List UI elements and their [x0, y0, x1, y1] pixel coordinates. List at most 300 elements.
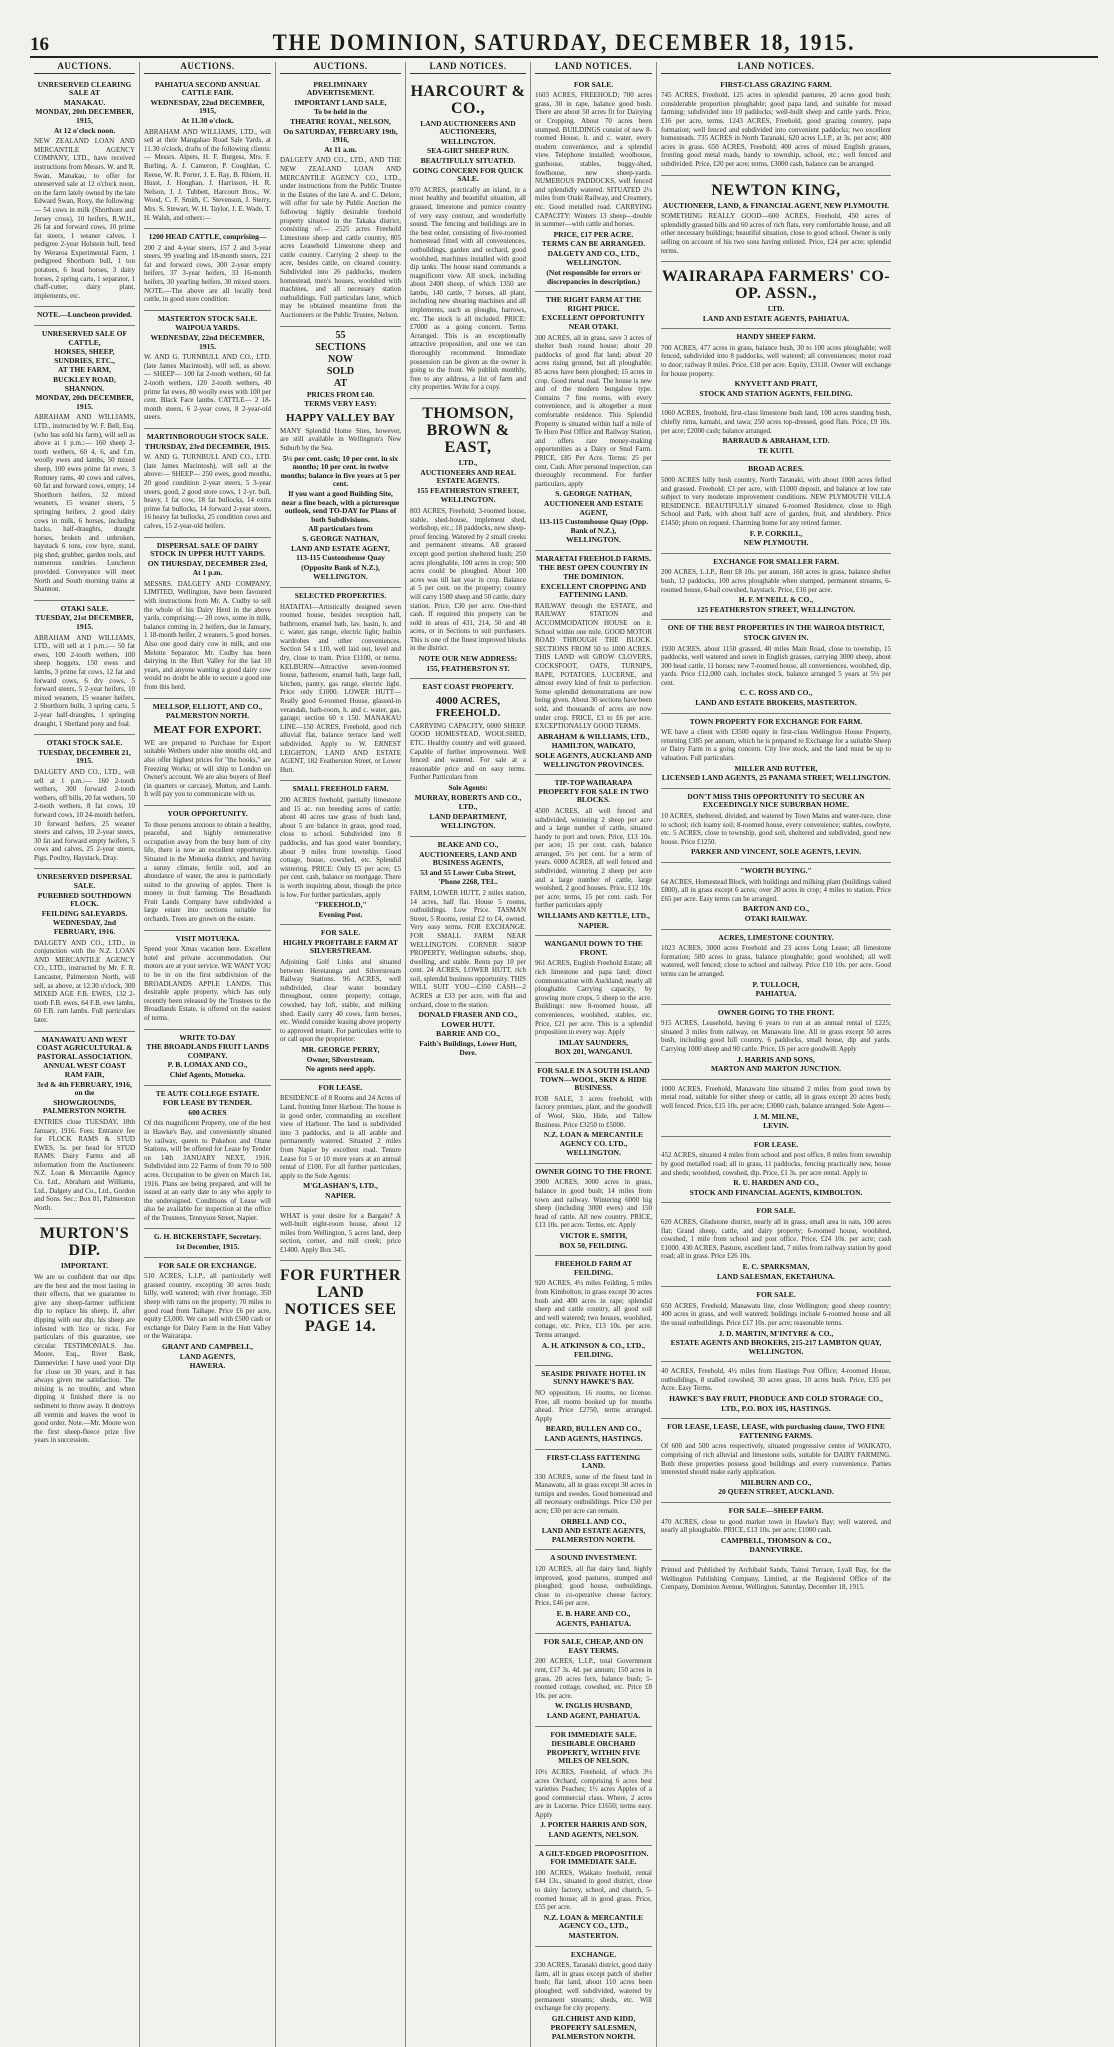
ad-heading-line: 1st December, 1915.: [175, 1242, 240, 1252]
ad-signature-line: LICENSED LAND AGENTS, 25 PANAMA STREET, WELLINGTON.: [661, 773, 891, 783]
ad-signature-line: LAND AND ESTATE AGENTS, PALMERSTON NORTH.: [541, 1526, 646, 1544]
advertisement: [535, 1846, 652, 1947]
ad-heading-line: MONDAY, 20th DECEMBER, 1915.: [35, 393, 134, 411]
ad-signature-line: 125 FEATHERSTON STREET, WELLINGTON.: [696, 604, 856, 614]
ad-signature-line: P. TULLOCH,: [752, 979, 800, 989]
ad-signature-line: MILBURN AND CO.,: [740, 1477, 812, 1487]
ad-heading-line: WELLINGTON.: [440, 136, 496, 146]
advertisement: [535, 1947, 652, 2047]
ad-heading-line: UNRESERVED CLEARING SALE AT: [37, 79, 132, 98]
ad-signature-line: WELLINGTON.: [440, 821, 496, 831]
advertisement: [661, 1137, 891, 1204]
ad-heading-line: HORSES, SHEEP, SUNDRIES, ETC.,: [54, 347, 115, 365]
ad-display-heading: WAIRARAPA FARMERS' CO-OP. ASSN.,: [661, 268, 891, 303]
ad-body-text: We are so confident that our dips are the best and the most lasting in their effects, that we guarantee to give any sheep-farmer sufficient dip to replace his sheep, if, after dipping with our dip, his sheep are infested with lice or ticks. For particulars of this guarantee, see circular. TESTIMONIALS. Jno. Moore, Esq., River Bank, Dannevirke: I have used your Dip for close on 30 years, and it has always given me satisfaction. The mixing is no trouble, and when dipping it finished there is no sediment to throw away. It destroys all vermin and leaves the wool in good order. Note.—Mr. Moore won the first sheep-fleece prize five years in succession.: [34, 1273, 135, 1445]
ad-signature-line: J. D. MARTIN, M'INTYRE & CO.,: [718, 1328, 834, 1338]
ad-heading-line: FOR SALE.: [756, 1206, 796, 1216]
ad-signature-line: TERMS CAN BE ARRANGED.: [541, 239, 646, 249]
ad-body-text: ABRAHAM AND WILLIAMS, LTD., instructed by W. F. Bell, Esq. (who has sold his farm), will sell as above at 1 p.m.:— 160 sheep 2-tooth wethers, 60 4, 6, and f.m. woolly ewes and lambs, 50 mixed sheep, 100 ewes prime fat ewes, 3 Romney rams, 40 cows and calves, 60 fat and forward cows, empty, 14 Shorthorn heifers, 32 mixed weaners, 15 weaner steers, 5 springing heifers, 2 good dairy cows in milk, 6 horses, including hacks, half-draughts, draught horses, broken and unbroken, haystack 6 tons, cow byre, stand, pig shed, grubber, garden tools, and numerous sundries. Luncheon provided. Conveyance will meet North and South morning trains at Shannon.: [34, 413, 135, 594]
ad-body-text: RESIDENCE of 8 Rooms and 24 Acres of Land, fronting Inner Harbour. The house is in good order, commanding an excellent view of Harbour. The land is subdivided into 3 paddocks, and is all arable and permanently watered. Situated 2 miles from Napier by excellent road. Tenure Lease for 5 or 10 more years at an annual rental of £100. For all further particulars, apply to the Sole Agents:: [280, 1094, 401, 1180]
ad-heading-line: OWNER GOING TO THE FRONT.: [535, 1166, 652, 1176]
advertisement: [280, 781, 401, 925]
advertisement: [661, 404, 891, 461]
ad-body-text: 300 ACRES, all in grass, save 3 acres of shelter bush round house; about 20 paddocks of good flat land; about 20 acres rising ground, but all ploughable; 85 acres have been ploughed; 15 acres in crop. Good metal road. The house is new and of the modern bungalow type. Contains 7 fine rooms, with every convenience, and is altogether a most comfortable residence. This Splendid Property is situated within half a mile of Te Horo Post Office and Railway Station, and offers rare money-making opportunities as a Dairy or Stud Farm. PRICE, £85 Per Acre. Terms: 25 per cent. Cash. After personal inspection, can thoroughly recommend. For further particulars, apply: [535, 333, 652, 488]
ad-body-text: 330 ACRES, some of the finest land in Manawatu, all in grass except 30 acres in turnips and swedes. Good homestead and all necessary outbuildings. Price £50 per acre; £30 per acre can remain.: [535, 1472, 652, 1516]
ad-heading-line: FOR LEASE.: [753, 1139, 799, 1149]
ad-signature-line: OTAKI RAILWAY.: [744, 913, 808, 923]
ad-signature-line: (Not responsible for errors or discrepancies in description.): [546, 268, 641, 286]
ad-heading-line: To be held in the: [313, 107, 368, 117]
ad-body-text: 200 ACRES, L.I.P., total Government rent, £17 3s. 4d. per annum; 150 acres in grass, 20 acres fern, balance bush; 5-roomed cottage, cowshed, etc. Price £8 10s. per acre.: [535, 1657, 652, 1700]
advertisement: [535, 1164, 652, 1256]
column-heading: LAND NOTICES.: [661, 62, 891, 74]
ad-heading-line: FOR SALE.: [320, 928, 361, 938]
ad-heading-line: 53 and 55 Lower Cuba Street,: [420, 867, 516, 877]
ad-body-text: CARRYING CAPACITY, 6000 SHEEP. GOOD HOMESTEAD, WOOLSHED, ETC. Healthy country and well grassed. Capable of further improvement. Well fenced and watered. For sale at a reasonable price and on easy terms. Further Particulars from: [410, 721, 526, 782]
advertisement: [535, 77, 652, 293]
ad-body-text: 920 ACRES, 4½ miles Feilding, 5 miles from Kimbolton; in grass except 30 acres bush and 400 acres in rape; splendid sheep and cattle country, all good soil and well watered; two houses, woolshed, cottage, etc. Price, £13 10s. per acre. Terms arranged.: [535, 1279, 652, 1339]
advertisement: [280, 925, 401, 1080]
ad-body-text: MANY Splendid Home Sites, however, are still available in Wellington's New Suburb by the Sea.: [280, 426, 401, 452]
ad-signature-line: "FREEHOLD,": [314, 900, 367, 910]
ad-heading-line: AT THE FARM,: [58, 365, 111, 375]
ad-signature-line: WELLINGTON.: [566, 535, 621, 545]
ad-signature-line: A. H. ATKINSON & CO., LTD.,: [541, 1340, 646, 1350]
ad-subheading: 4000 ACRES, FREEHOLD.: [435, 694, 501, 719]
ad-signature-line: STOCK AND FINANCIAL AGENTS, KIMBOLTON.: [689, 1187, 863, 1197]
ad-heading-line: STOCK GIVEN IN.: [743, 632, 809, 642]
ad-heading-line: LTD.,: [458, 458, 478, 467]
ad-heading-line: At 11.30 o'clock.: [181, 115, 234, 125]
ad-heading-line: NOTE.—Luncheon provided.: [36, 310, 133, 320]
advertisement: [535, 1450, 652, 1551]
ad-body-text: 961 ACRES, English Freehold Estate; all rich limestone and papa land; direct communication with Auckland; nearly all ploughable. Carrying capacity, by growing more crops, 5 sheep to the acre. Buildings: new 8-roomed house, all conveniences, woolshed, stables, etc. Price, £21 per acre. This is a splendid proposition in every way. Apply: [535, 959, 652, 1037]
ad-signature-line: WELLINGTON.: [566, 1148, 621, 1158]
ad-signature-line: W. INGLIS HUSBAND,: [554, 1701, 633, 1711]
sales-banner-line: NOW: [328, 353, 353, 365]
advertisement: [144, 429, 271, 538]
ad-heading-line: PRELIMINARY ADVERTISEMENT.: [306, 79, 375, 98]
ad-heading-line: HIGHLY PROFITABLE FARM AT SILVERSTREAM.: [282, 937, 399, 956]
ad-heading-line: MANAKAU.: [63, 97, 106, 107]
ad-display-heading: HARCOURT & CO.,: [410, 82, 526, 117]
ad-body-text: NEW ZEALAND LOAN AND MERCANTILE AGENCY COMPANY, LTD., have received instructions from Messrs. W. and R. Swan, Manakau, to offer for unreserved sale at 12 o'clock noon, on the farm lately owned by the late Edward Swan, Roxy, the following:— 54 cows in milk (Shorthorn and Jersey cross), 10 heifers, R.W.H., 26 fat and forward cows, 10 prime fat steers, 1 weaner calves, 1 pedigree 2-year Holstein bull, bred by Weraroa Experimental Farm, 1 pedigreed Shorthorn bull, 1 ton potatoes, 6 head horses, 3 dairy horses, 2 spring carts, 1 separator, 1 chaff-cutter, dairy plant, implements, etc.: [34, 137, 135, 300]
advertisement: [410, 679, 526, 837]
ad-heading-line: MANAWATU AND WEST COAST AGRICULTURAL & PASTORAL ASSOCIATION.: [36, 1034, 133, 1061]
ad-heading-line: EXCHANGE FOR SMALLER FARM.: [713, 556, 839, 566]
ad-body-text: 1930 ACRES, about 1150 grassed, 40 miles Main Road, close to township, 15 paddocks, well watered and sown in English grasses, carrying 3000 sheep, about 300 head cattle, 11 horses; new 7-roomed house, all conveniences, woolshed, dip, yards. Price £12,000 cash, includes stock, balance arranged 5 years at 5½ per cent.: [661, 644, 891, 687]
advertisement: [34, 77, 135, 308]
ad-body-text: 10 ACRES, sheltered, divided, and watered by Town Mains and water-race, close to school; rich loamy soil; 8-roomed house, every convenience; stables, cowbyre, etc. 5 ACRES, close to township, good soil, sheltered and subdivided, good new house. Price £1250.: [661, 812, 891, 846]
ad-signature-line: Sole Agents:: [448, 783, 488, 792]
ad-heading-line: SEA-GIRT SHEEP RUN.: [427, 146, 509, 156]
ad-heading-line: TOWN PROPERTY FOR EXCHANGE FOR FARM.: [689, 716, 863, 726]
ad-body-text: 1060 ACRES, freehold, first-class limestone bush land, 100 acres standing bush, chiefly rimu, kamahi, and tawa; 250 acres top-dressed, good flats. Price, £9 10s. per acre; £2000 cash; balance arranged.: [661, 409, 891, 435]
ad-heading-line: At 12 o'clock noon.: [53, 125, 116, 135]
ad-heading-line: FOR SALE.: [756, 1290, 796, 1300]
ad-heading-line: SELECTED PROPERTIES.: [294, 590, 387, 600]
ad-signature-line: NEW PLYMOUTH.: [743, 538, 809, 548]
ad-body-text: DALGETY AND CO., LTD., in conjunction with the N.Z. LOAN AND MERCANTILE AGENCY CO., LTD., instructed by Mr. F. R. Lancaster, Palmerston North, will sell, as above, at 12.30 o'clock, 300 MIXED AGE F.B. EWES, 132 2-tooth F.B. ewes, 64 F.B. ewe lambs, 60 F.B. ram lambs. Full particulars later.: [34, 938, 135, 1024]
ad-heading-line: MELLSOP, ELLIOTT, AND CO.,: [152, 701, 263, 711]
ad-heading-line: A SOUND INVESTMENT.: [550, 1553, 637, 1563]
advertisement: [661, 461, 891, 553]
ad-signature-line: MR. GEORGE PERRY,: [301, 1045, 380, 1054]
ad-heading-line: On SATURDAY, FEBRUARY 19th, 1916,: [283, 126, 398, 145]
advertisement: [410, 837, 526, 1062]
ad-signature-line: AGENTS, PAHIATUA.: [555, 1618, 632, 1628]
ad-heading-line: VISIT MOTUEKA.: [175, 933, 240, 943]
ad-heading-line: FOR IMMEDIATE SALE.: [550, 1729, 637, 1739]
advertisement: [34, 1032, 135, 1220]
advertisement: [144, 1030, 271, 1086]
ad-signature-line: (Opposite Bank of N.Z.),: [301, 562, 380, 572]
advertisement: [280, 1261, 401, 1342]
ad-body-text: To those persons anxious to obtain a healthy, peaceful, and highly remunerative occupation away from the busy hum of city life, there is now an excellent opportunity. Situated in the Motueka district, and having a sunny climate, fertile soil, and an abundance of water, the area is particularly suited to the growing of apples. There is money in fruit farming. The Broadlands Fruit Lands Company have subdivided a large estate into sections suitable for orchards. Trees are grown on the estate.: [144, 820, 271, 924]
advertisement: [280, 327, 401, 588]
ad-heading-line: AUCTIONEER, LAND, & FINANCIAL AGENT, NEW PLYMOUTH.: [662, 200, 890, 210]
advertisement: [535, 1366, 652, 1450]
sales-banner-line: 55: [335, 329, 346, 341]
ad-signature-line: If you want a good Building Site, near a fine beach, with a picturesque outlook, send TO-DAY for Plans of both Subdivisions.: [281, 488, 400, 524]
column-heading: LAND NOTICES.: [535, 62, 652, 74]
ad-body-text: 3900 ACRES, 3000 acres in grass, balance in good bush; 14 miles from town and railway. Wintering 6000 big sheep (including 3000 ewes) and 150 head of cattle. All new country. PRICE, £13 10s. per acre. Terms, etc. Apply: [535, 1178, 652, 1230]
ad-heading-line: ACRES, LIMESTONE COUNTRY.: [718, 932, 834, 942]
advertisement: [661, 262, 891, 329]
ad-signature-line: VICTOR E. SMITH,: [559, 1231, 628, 1241]
ad-signature-line: ORBELL AND CO.,: [560, 1516, 627, 1526]
ad-heading-line: FOR LEASE BY TENDER.: [162, 1098, 253, 1108]
ad-heading-line: FOR SALE OR EXCHANGE.: [158, 1260, 257, 1270]
ad-body-text: 700 ACRES, 477 acres in grass, balance bush, 30 to 100 acres ploughable; well fenced, subdivided into 8 paddocks, well watered; all conveniences; motor road to door; railway 8 miles. Price, £18 per acre. Equity, £3118. Owner will exchange for house property.: [661, 343, 891, 378]
ad-heading-line: 1200 HEAD CATTLE, comprising—: [148, 232, 267, 242]
ad-body-text: 200 2 and 4-year steers, 157 2 and 3-year steers, 99 yearling and 18-month steers, 221 fat and forward cows, 300 2-year empty heifers, 37 3-year heifers, 33 16-month heifers, 30 yearling heifers, 30 mixed steers. NOTE.—The above are all locally bred cattle, in good store condition.: [144, 243, 271, 304]
ad-signature-line: DANNEVIRKE.: [749, 1545, 803, 1555]
ad-heading-line: PAHIATUA SECOND ANNUAL CATTLE FAIR.: [154, 79, 261, 98]
ad-signature-line: Owner, Silverstream.: [306, 1054, 375, 1064]
ad-heading-line: FOR SALE.: [573, 79, 614, 89]
ad-heading-line: IMPORTANT.: [60, 1261, 109, 1271]
sales-banner-line: SECTIONS: [315, 341, 366, 353]
ad-display-heading: FOR FURTHER LAND NOTICES SEE PAGE 14.: [280, 1267, 401, 1336]
column-4: [406, 62, 531, 2047]
ad-body-text: MESSRS. DALGETY AND COMPANY, LIMITED, Wellington, have been favoured with instructions from Mr. A. Cudby to sell the whole of his Dairy Herd in the above yards, comprising:— 20 cows, some in milk, balance coming in, 2 heifers, due in January, 1 18-month heifer, 2 weaners, 5 good horses. Also one good dairy cow in milk, and one Melotte Separator. Mr. Cudby has been dairying in the Hutt Valley for the last 10 years, and anyone wanting a good dairy cow would no doubt be able to secure a good one from this herd.: [144, 579, 271, 691]
ad-signature-line: PROPERTY SALESMEN, PALMERSTON NORTH.: [550, 2023, 637, 2041]
ad-heading-line: THE BEST OPEN COUNTRY IN THE DOMINION.: [539, 563, 648, 582]
ad-body-text: WHAT is your desire for a Bargain? A well-built eight-room house, about 12 miles from Wellington, 5 acres land, deep section, corner, and mill creek; price £1400. Apply Box 345.: [280, 1211, 401, 1254]
advertisement: [280, 1080, 401, 1207]
ad-body-text: Of 600 and 500 acres respectively, situated progressive centre of WAIKATO, comprising of rich alluvial and limestone soils, suitable for DAIRY FARMING. Both these properties possess good buildings and every convenience. Parties interested should make early application.: [661, 1442, 891, 1477]
ad-body-text: RAILWAY through the ESTATE, and RAILWAY STATION and ACCOMMODATION HOUSE on it. School within one mile. GOOD MOTOR ROAD THROUGH THE BLOCK. SECTIONS FROM 50 to 1000 ACRES. THIS LAND will GROW CLOVERS, COCKSFOOT, OATS, TURNIPS, RAPE, POTATOES, LUCERNE, and almost every kind of fruit to perfection. Some splendid demonstrations are now being given. About 30 sections have been sold, and thousands of acres are now under crop. FRICE, £3 to £6 per acre. EXCEPTIONALLY GOOD TERMS.: [535, 601, 652, 731]
ad-heading-line: OWNER GOING TO THE FRONT.: [717, 1007, 835, 1017]
ad-subheading: HAPPY VALLEY BAY: [285, 411, 395, 424]
ad-signature-line: LAND AGENTS, NELSON.: [548, 1830, 639, 1840]
ad-signature-line: BARRIE AND CO.,: [436, 1029, 500, 1039]
advertisement: [144, 1086, 271, 1230]
ad-heading-line: TIP-TOP WAIRARAPA PROPERTY FOR SALE IN TWO BLOCKS.: [538, 778, 649, 805]
ad-signature-line: 113-115 Customhouse Quay (Opp. Bank of N.Z.),: [538, 517, 649, 535]
ad-heading-line: PRICES FROM £40.: [306, 389, 375, 399]
ad-signature-line: GRANT AND CAMPBELL,: [162, 1342, 253, 1351]
advertisement: [661, 1561, 891, 1598]
ad-signature-line: N.Z. LOAN & MERCANTILE AGENCY CO. LTD.,: [543, 1130, 644, 1148]
ad-heading-line: At 11 a.m.: [324, 144, 357, 154]
advertisement: [535, 1063, 652, 1164]
ad-signature-line: M'GLASHAN'S, LTD.,: [303, 1181, 378, 1191]
ad-signature-line: LEVIN.: [763, 1121, 789, 1131]
advertisement: [144, 699, 271, 806]
ad-signature-line: R. U. HARDEN AND CO.,: [733, 1178, 819, 1188]
advertisement: [535, 1550, 652, 1634]
advertisement: [144, 311, 271, 429]
advertisement: [280, 588, 401, 781]
advertisement: [661, 789, 891, 863]
ad-body-text: 1000 ACRES, Freehold, Manawatu line situated 2 miles from good town by metal road, suitable for either sheep or cattle, all in grass except 20 acres bush; well fenced. Price, £15 10s. per acre; £3000 cash, balance arranged. Sole Agent—: [661, 1084, 891, 1111]
ad-signature-line: LAND SALESMAN, EKETAHUNA.: [716, 1271, 836, 1281]
ad-heading-line: SHOWGROUNDS, PALMERSTON NORTH.: [42, 1097, 127, 1116]
advertisement: [144, 229, 271, 311]
ad-signature-line: SOLE AGENTS, AUCKLAND AND WELLINGTON PROVINCES.: [535, 750, 652, 769]
ad-body-text: W. AND G. TURNBULL AND CO., LTD. (late James Macintosh), will sell, as above:— SHEEP— 100 fat 2-tooth wethers, 60 fat 2-tooth wethers, 120 2-tooth wethers, 40 prime fat ewes, 80 woolly ewes with 100 per cent. Black Face lambs. CATTLE— 2 18-month steers, 6 2-year cows, 8 2-year-old steers.: [144, 353, 271, 422]
advertisement: [535, 775, 652, 936]
column-heading: AUCTIONS.: [34, 62, 135, 74]
ad-signature-line: NAPIER.: [578, 920, 609, 930]
ad-signature-line: J. M. MILNE,: [753, 1111, 799, 1121]
column-heading: AUCTIONS.: [144, 62, 271, 74]
ad-heading-line: PUREBRED SOUTHDOWN FLOCK.: [37, 890, 132, 909]
ad-body-text: W. AND G. TURNBULL AND CO., LTD. (late James Macintosh), will sell at the above:— SHEEP— 250 ewes, good mouths, 20 good condition 2-year steers, 5 3-year steers, good, 2 good store cows, 1 2-yr. bull, heavy, 1 fat cow, 18 fat bullocks, 14 extra prime fat bullocks, 14 forward 2-year steers, 16 heavy fat bullocks, 25 condition cows and calves, 15 2-year-old heifers.: [144, 453, 271, 530]
ad-heading-line: AUCTIONEERS, LAND AND BUSINESS AGENTS,: [419, 849, 517, 868]
ad-body-text: ENTRIES close TUESDAY, 18th January, 1916. Fees: Entrance fee for FLOCK RAMS & STUD EWES, 5s. per head for STUD RAMS. Dairy Farms and all information from the Auctioneers: N.Z. Loan & Mercantile Agency Co. Ltd., Abraham and Williams, Ltd., Dalgety and Co., Ltd., Gordon and Sons. Sec.: Box 81, Palmerston North.: [34, 1117, 135, 1212]
ad-signature-line: No agents need apply.: [305, 1064, 376, 1074]
ad-signature-line: NAPIER.: [325, 1190, 356, 1200]
column-1: [30, 62, 140, 2047]
sales-banner: [280, 330, 401, 390]
page-number: 16: [30, 34, 49, 55]
ad-signature-line: 113-115 Customhouse Quay: [296, 553, 385, 563]
column-6: [657, 62, 895, 2047]
column-heading: AUCTIONS.: [280, 62, 401, 74]
ad-heading-line: SMALL FREEHOLD FARM.: [292, 784, 389, 794]
ad-signature-line: All particulars from: [308, 524, 373, 534]
ad-heading-line: FOR SALE, CHEAP, AND ON EASY TERMS.: [543, 1637, 644, 1655]
ad-heading-line: P. B. LOMAX AND CO.,: [167, 1060, 248, 1070]
advertisement: [535, 1727, 652, 1846]
ad-signature-line: LAND AGENTS, HASTINGS.: [544, 1433, 643, 1443]
ad-signature-line: MASTERTON.: [568, 1931, 619, 1940]
ad-signature-line: BOX 50, FEILDING.: [559, 1240, 628, 1250]
ad-signature-line: C. C. ROSS AND CO.,: [739, 688, 813, 698]
advertisement: [144, 538, 271, 699]
ad-heading-line: FIRST-CLASS FATTENING LAND.: [546, 1452, 641, 1471]
ad-body-text: ABRAHAM AND WILLIAMS, LTD., will sell at 1 p.m.:— 50 fat ewes, 100 2-tooth wethers, 100 sheep hoggets, 150 ewes and lambs, 3 prime fat cows, 12 fat and forward cows, 6 dry cows, 5 forward steers, 5 2-year heifers, 10 mixed weaners, 15 weaner heifers, 2 Shorthorn bulls, 3 spring carts, 5 2-year half-draughts, 1 springing draught, 1 Shetland pony and foal.: [34, 633, 135, 728]
ad-heading-line: FOR LEASE.: [318, 1082, 363, 1092]
ad-heading-line: MARTINBOROUGH STOCK SALE.: [146, 431, 269, 441]
ad-heading-line: THEATRE ROYAL, NELSON,: [290, 116, 391, 126]
ad-heading-line: ANNUAL WEST COAST RAM FAIR,: [43, 1061, 126, 1079]
ad-heading-line: FIRST-CLASS GRAZING FARM.: [720, 79, 832, 89]
ad-signature-line: S. GEORGE NATHAN,: [555, 489, 632, 499]
advertisement: [661, 329, 891, 404]
ad-signature-line: 20 QUEEN STREET, AUCKLAND.: [718, 1487, 834, 1497]
ad-body-text: DALGETY AND CO., LTD., AND THE NEW ZEALAND LOAN AND MERCANTILE AGENCY CO., LTD., under instructions from the Public Trustee in the Estates of the late A. and C. Delore, will offer for sale by Public Auction the following highly desirable freehold property situated in the Takaka district, consisting of:— 2525 acres Freehold Limestone sheep and cattle country, 805 acres Leasehold Limestone sheep and cattle country. Carrying 2 sheep to the acre, besides cattle, on cleared country. Subdivided into 26 paddocks, modern homestead, men's houses, woolshed with machines, and all necessary station outbuildings. Full particulars later, which may be obtained meantime from the Auctioneers or the Public Trustee, Nelson.: [280, 156, 401, 320]
ad-body-text: 745 ACRES, Freehold, 125 acres in splendid pastures, 20 acres good bush; considerable proportion ploughable; good papa land, and suitable for mixed farming; subdivided into 10 paddocks; well-built sheep and cattle yards. Price, £16 per acre, terms. 1243 ACRES, Freehold, good grazing country, papa formation; well fenced and subdivided into convenient paddocks; two excellent homesteads. 735 ACRES in North Taranaki, 620 acres L.I.P., at 3s. per acre; 400 acres in grass. 650 ACRES, Freehold; 400 acres of mixed English grasses, fronting good metal roads, handy to township, school, etc.; well fenced and subdivided. Price, £20 per acre; terms, £3000 cash, balance can be arranged.: [661, 91, 891, 168]
ad-signature-line: N.Z. LOAN & MERCANTILE AGENCY CO., LTD.,: [543, 1912, 644, 1931]
ad-signature-line: BEARD, BULLEN AND CO.,: [545, 1424, 642, 1434]
ad-heading-line: GOING CONCERN FOR QUICK SALE.: [412, 165, 524, 184]
ad-signature-line: KNYVETT AND PRATT,: [734, 379, 818, 389]
ad-signature-line: S. GEORGE NATHAN,: [302, 533, 379, 543]
ad-signature-line: IMLAY SAUNDERS,: [558, 1037, 629, 1047]
advertisement: [661, 554, 891, 621]
advertisement: [661, 176, 891, 263]
ad-heading-line: LAND AND ESTATE AGENTS, PAHIATUA.: [702, 313, 850, 323]
ad-body-text: 1023 ACRES, 3000 acres Freehold and 23 acres Long Lease; all limestone formation; 500 acres in grass, balance ploughable; good woolshed; all well watered, well fenced; close to school and railway. Price £10 10s. per acre. Good terms can be arranged.: [661, 944, 891, 978]
ad-heading-line: FOR LEASE, LEASE, LEASE, with purchasing clause, TWO FINE FATTENING FARMS.: [667, 1422, 885, 1440]
ad-body-text: WE are prepared to Purchase for Export suitable Wethers under nine months old, and also offer highest prices for "the hooks," are Freezing Works; or will ship to London on Owner's account. We are also buyers of Beef (in quarters or carcase), Mutton, and Lamb. It will pay you to communicate with us.: [144, 738, 271, 799]
ad-signature-line: HAMILTON, WAIKATO,: [551, 741, 636, 751]
ad-heading-line: LTD.: [767, 304, 785, 314]
advertisement: [410, 77, 526, 399]
ad-signature-line: GILCHRIST AND KIDD,: [551, 2013, 636, 2023]
ad-signature-line: LAND AGENTS,: [179, 1351, 236, 1361]
ad-heading-line: WAIPOUA YARDS.: [175, 323, 240, 333]
ad-body-text: 100 ACRES, Waikato freehold, rental £44 13s., situated in good district, close to dairy factory, school, and church, 5-roomed house; all in good grass. Price, £55 per acre.: [535, 1868, 652, 1912]
ad-body-text: Printed and Published by Archibald Sands, Tainui Terrace, Lyall Bay, for the Wellington Publishing Company, Limited, at the Registered Office of the Company, Dominion Avenue, Wellington, Saturday, December 18, 1915.: [661, 1565, 891, 1592]
ad-heading-line: 600 ACRES: [188, 1107, 227, 1117]
ad-signature-line: PRICE, £17 PER ACRE.: [553, 229, 634, 239]
ad-signature-line: WELLINGTON.: [566, 258, 621, 268]
ad-body-text: 470 ACRES, close to good market town in Hawke's Bay; well watered, and nearly all ploughable. PRICE, £13 10s. per acre; £1000 cash.: [661, 1517, 891, 1535]
ad-body-text: ABRAHAM AND WILLIAMS, LTD., will sell at their Mangahao Road Sale Yards, at 11.30 o'clock, drafts of the following clients:— Messrs. Alpers, H. F. Burgess, Mrs. F. Burling, A. J. Cameron, P. Coughlan, C. Reese, W. R. Porter, J. E. Ray, B. Rhiem, H. Husst, J. Houghan, J. Harrisson, H. R. Nelson, J. J. Tubbett, Harcourt Bros., W. Wood, C. F. Smith, C. Stevenson, J. Sterry, Mrs. S. Stewart, W. H. Taylor, J. E. Wade, T. H. Walsh, and others:—: [144, 127, 271, 222]
column-5: [531, 62, 657, 2047]
ad-signature-line: Faith's Buildings, Lower Hutt, Dere.: [419, 1039, 517, 1057]
ad-signature-line: CAMPBELL, THOMSON & CO.,: [720, 1535, 832, 1545]
ad-body-text: FARM, LOWER HUTT, 2 miles station, 14 acres, half flat. House 5 rooms, outbuildings. Low Price. TASMAN Street, 5 Rooms, rental £2 to £4, owned. Very easy terms. FOR EXCHANGE. FOR SMALL FARM NEAR WELLINGTON. CORNER SHOP PROPERTY, Wellington suburbs, shop, dwelling, and stable. Rents pay 10 per cent. 24 ACRES, LOWER HUTT, rich soil, splendid business opportunity. THIS WILL SUIT YOU—£350 CASH—2 ACRES at £33 per acre, with flat and orchard, close to the station.: [410, 888, 526, 1009]
ad-signature-line: DALGETY AND CO., LTD.,: [547, 248, 640, 258]
ad-heading-line: EXCELLENT OPPORTUNITY NEAR OTAKI.: [541, 313, 646, 332]
ad-signature-line: F. P. CORKILL,: [749, 528, 803, 538]
advertisement: [34, 326, 135, 601]
ad-signature-line: WILLIAMS AND KETTLE, LTD.,: [537, 911, 650, 921]
advertisement: [280, 77, 401, 327]
ad-signature-line: LTD., P.O. BOX 105, HASTINGS.: [721, 1403, 831, 1413]
ad-heading-line: UNRESERVED SALE OF CATTLE,: [41, 329, 128, 347]
advertisement: [410, 399, 526, 679]
ad-signature-line: J. PORTER HARRIS AND SON,: [540, 1820, 647, 1830]
ad-heading-line: UNRESERVED DISPERSAL SALE.: [36, 872, 133, 891]
advertisement: [661, 620, 891, 713]
ad-heading-line: WEDNESDAY, 2nd FEBRUARY, 1916.: [52, 918, 117, 937]
column-3: [276, 62, 406, 2047]
ad-heading-line: WEDNESDAY, 22nd DECEMBER, 1915.: [150, 333, 265, 351]
ad-heading-line: "WORTH BUYING.": [740, 865, 812, 875]
ad-heading-line: AUCTIONEERS AND REAL ESTATE AGENTS.: [420, 467, 516, 486]
ad-heading-line: PALMERSTON NORTH.: [165, 711, 250, 721]
ad-signature-line: H. F. M'NEILL & CO.,: [738, 595, 814, 605]
ad-heading-line: YOUR OPPORTUNITY.: [167, 808, 248, 818]
advertisement: [661, 1419, 891, 1503]
sales-banner-line: SOLD: [326, 365, 355, 377]
ad-heading-line: ON THURSDAY, DECEMBER 23rd,: [147, 558, 268, 568]
ad-body-text: 120 ACRES, all flat dairy land, highly improved, good pastures, stumped and ploughed; good house, outbuildings, close to co-operative cheese factory. Price, £46 per acre.: [535, 1565, 652, 1608]
advertisement: [535, 1634, 652, 1726]
ad-body-text: Of this magnificent Property, one of the best in Hawke's Bay, and conveniently situated by railway, queen to Pukehou and Otane Stations, will be offered for Lease by Tender on 14th JANUARY NEXT, 1916. Subdivided into 22 Farms of from 70 to 500 acres. Occupation to be given on March 1st, 1916. Plans are being prepared, and will be issued at an early date to any who apply to the undersigned. Conditions of Lease will also be available for inspection at the office of the Trustees, Tennyson Street, Napier.: [144, 1119, 271, 1222]
ad-signature-line: AUCTIONEER AND ESTATE AGENT,: [544, 498, 643, 517]
ad-body-text: WE have a client with £3500 equity in first-class Wellington House Property, returning £385 per annum, which he is prepared to Exchange for a suitable Sheep or Dairy Farm in a going concern. City live stock, and the land must be up to valuation. Full particulars.: [661, 728, 891, 763]
ad-heading-line: TUESDAY, 21st DECEMBER, 1915.: [35, 613, 134, 632]
ad-body-text: NO opposition, 16 rooms, no license. Free, all rooms booked up for months ahead. Price £2750, terms arranged. Apply: [535, 1388, 652, 1423]
ad-body-text: 40 ACRES, Freehold, 4½ miles from Hastings Post Office; 4-roomed House, outbuildings, 8 stalled cowshed; 30 acres grass, 10 acres bush. Price, £35 per Acre. Easy Terms.: [661, 1367, 891, 1393]
ad-heading-line: BUCKLEY ROAD, SHANNON.: [53, 375, 116, 393]
ad-heading-line: FOR SALE IN A SOUTH ISLAND TOWN—WOOL, SKIN & HIDE BUSINESS.: [537, 1065, 650, 1093]
ad-signature-line: ABRAHAM & WILLIAMS, LTD.,: [537, 731, 650, 741]
ad-body-text: 620 ACRES, Gladstone district, nearly all in grass, small area in oats, 100 acres flat; Grand sheep, cattle, and dairy property; 6-roomed house, woolshed, cowshed, 1 mile from school and post office. Price, £24 10s. per acre; cash £1000. 430 ACRES, Pasture, excellent land, 7 miles from railway station by good road; all in grass. Price £26 10s.: [661, 1217, 891, 1261]
advertisement: [144, 77, 271, 230]
advertisement: [280, 1207, 401, 1262]
ad-heading-line: EXCELLENT CROPPING AND FATTENING LAND.: [540, 581, 647, 600]
ad-heading-line: EXCHANGE.: [570, 1949, 617, 1959]
ad-body-text: 230 ACRES, Taranaki district, good dairy farm, all in grass except patch of shelter bush; flat land, about 110 acres been ploughed; well subdivided, watered by permanent streams; sheds, etc. Will exchange for city property.: [535, 1961, 653, 2013]
ad-body-text: 200 ACRES freehold, partially limestone and 15 ac. run breeding acres of cattle; about 40 acres taw grass of bush land, about 5 are balance in grass, good road, close to school. Subdivided into 8 paddocks, and has good water boundary, about 9 miles from township. Good cottage, house, cowshed, etc. Splendid wintering. PRICE: Only £5 per acre; £5 per cent. cash, balance on mortgage. There is worth inquiring about, though the price is low. For further particulars, apply: [280, 795, 401, 899]
ad-body-text: 970 ACRES, practically an island, in a most healthy and beautiful situation, all grassed, limestone and pumice country of very easy contour, and wonderfully sound. The fencing and buildings are in the best order, consisting of five-roomed homestead fitted with all conveniences, outbuildings, garden and orchard, good woolshed, machines installed with good dip tanks. The house stand commands a magnificent view. All stock, including about 2400 sheep, of which 1350 are lambs, 140 cattle, 7 horses, all plant, including new shearing machines and all implements, such as ploughs, harrows, etc. The stock is all included. PRICE: £7000 as a going concern. Terms Arranged. This is an exceptionally attractive proposition, and one we can thoroughly recommend. Immediate possession can be given as the owner is going to the front. We publish monthly, free to any address, a list of farm and city properties. Write for a copy.: [410, 185, 526, 392]
ad-signature-line: TE KUITI.: [758, 445, 794, 455]
ad-heading-line: 3rd & 4th FEBRUARY, 1916, on the: [37, 1079, 132, 1098]
ad-body-text: 650 ACRES, Freehold, Manawatu line, close Wellington; good sheep country; 400 acres in grass, and well watered; buildings include 6-roomed house and all the usual outbuildings. Price £17 10s. per acre; reasonable terms.: [661, 1301, 891, 1327]
ad-heading-line: MARAETAI FREEHOLD FARMS.: [536, 553, 651, 563]
ad-signature-line: BOX 201, WANGANUI.: [554, 1047, 633, 1057]
advertisement: [34, 869, 135, 1031]
ad-signature-line: BARRAUD & ABRAHAM, LTD.: [722, 436, 830, 446]
advertisement: [661, 77, 891, 176]
ad-signature-line: Evening Post.: [318, 909, 363, 919]
ad-heading-line: TUESDAY, DECEMBER 21, 1915.: [38, 747, 131, 766]
ad-body-text: 452 ACRES, situated 4 miles from school and post office, 8 miles from township by good metalled road; all in grass, 11 paddocks, fencing practically new, house and sheds; woolshed, cowshed, dip. Price, £1 3s. per acre rental. Apply to: [661, 1151, 891, 1177]
advertisement: [34, 735, 135, 869]
ad-heading-line: BROAD ACRES.: [748, 464, 804, 474]
ad-heading-line: FOR SALE—SHEEP FARM.: [728, 1506, 824, 1515]
ad-signature-line: E. B. HARE AND CO.,: [556, 1609, 631, 1618]
advertisement: [661, 1203, 891, 1287]
sales-banner-line: AT: [333, 377, 348, 389]
ad-heading-line: BEAUTIFULLY SITUATED.: [420, 155, 516, 165]
ad-body-text: Spend your Xmas vacation here. Excellent hotel and private accommodation. Our motors are at your service. WE WANT YOU to be in on the first subdivision of the BROADLANDS APPLE LANDS. This desirable apple property, which has only recently been released by the Trustees to the Broadlands Estate, is offered on the easiest of terms.: [144, 945, 271, 1022]
ad-signature-line: NOTE OUR NEW ADDRESS:: [418, 654, 518, 664]
advertisement: [661, 1080, 891, 1137]
ad-heading-line: OTAKI SALE.: [60, 603, 109, 613]
advertisement: [34, 1219, 135, 1450]
ad-heading-line: WELLINGTON.: [440, 495, 496, 505]
ad-signature-line: LAND AND ESTATE BROKERS, MASTERTON.: [695, 698, 857, 708]
advertisement: [535, 936, 652, 1063]
ad-heading-line: SEASIDE PRIVATE HOTEL IN SUNNY HAWKE'S BAY.: [541, 1368, 646, 1387]
ad-heading-line: EAST COAST PROPERTY.: [422, 682, 514, 692]
ad-heading-line: MASTERTON STOCK SALE.: [157, 313, 258, 323]
ad-heading-line: TE AUTE COLLEGE ESTATE.: [155, 1088, 260, 1098]
ad-body-text: 915 ACRES, Leasehold, having 6 years to run at an annual rental of £225; situated 3 miles from railway, on Manawatu line. All in grass except 50 acres bush, including good hill country, 6 paddocks, small house, dip and yards. Carrying 1000 sheep and 90 cattle. Price, £6 per acre goodwill. Apply: [661, 1019, 891, 1054]
ad-heading-line: At 1 p.m.: [192, 568, 223, 578]
ad-signature-line: ESTATE AGENTS AND BROKERS, 215-217 LAMBTON QUAY, WELLINGTON.: [670, 1338, 882, 1356]
ad-body-text: SOMETHING REALLY GOOD—600 ACRES, Freehold, 450 acres of splendidly grassed hills and 60 acres of rich flats, very comfortable house, and all other necessary buildings; beautiful situation, close to good school. Owner is only selling on account of his two sons having enlisted. Price, £24 per acre; splendid terms.: [661, 212, 891, 255]
ad-signature-line: BARTON AND CO.,: [742, 904, 810, 914]
ad-display-heading: NEWTON KING,: [711, 181, 841, 199]
column-2: [140, 62, 276, 2047]
advertisement: [535, 551, 652, 775]
ad-heading-line: DON'T MISS THIS OPPORTUNITY TO SECURE AN EXCEEDINGLY NICE SUBURBAN HOME.: [687, 791, 865, 810]
ad-body-text: DALGETY AND CO., LTD., will sell at 1 p.m.:— 160 2-tooth wethers, 300 forward 2-tooth wethers, off bills, 20 fat wethers, 50 2-tooth wethers, 8 fat cows, 10 forward cows, 10 24-month heifers, 10 forward heifers, 25 weaner steers and calves, 10 2-year steers, 30 fat and forward empty heifers, 5 cows and calves, 25 2-year steers, Pigs, Poultry, Haystack, Dray.: [34, 767, 135, 862]
ad-body-text: FOR SALE, 3 acres freehold, with factory premises, plant, and the goodwill of Wool, Skin, Hide, and Tallow Business. Price £3250 to £5000.: [535, 1094, 652, 1129]
ad-heading-line: WRITE TO-DAY: [179, 1032, 236, 1042]
